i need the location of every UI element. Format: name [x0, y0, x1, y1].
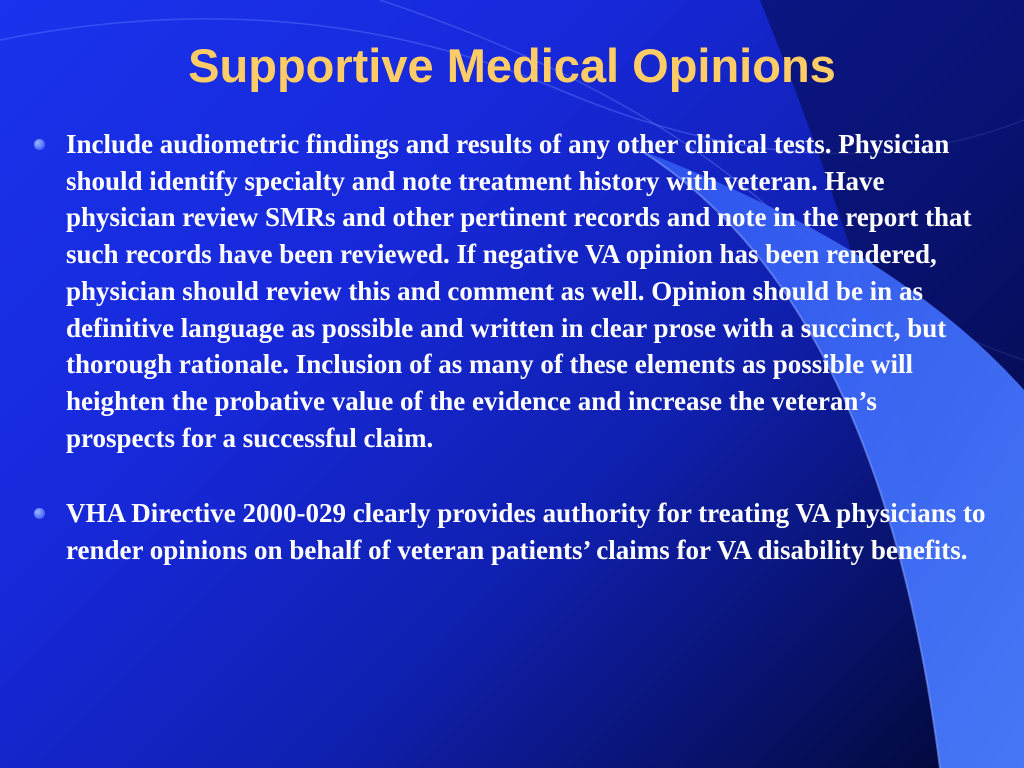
bullet-dot-icon: [34, 139, 45, 150]
bullet-dot-icon: [34, 508, 45, 519]
bullet-text: VHA Directive 2000-029 clearly provides authority for treating VA physicians to render opinions on behalf of veteran patients’ claims for VA disability benefits.: [66, 498, 986, 566]
bullet-text: Include audiometric findings and results of any other clinical tests. Physician should identify specialty and note treatment history with veteran. Have physician review SMRs and other pertinent records and note in the report that such records have been reviewed. If negative VA opinion has been rendered, physician should review this and comment as well. Opinion should be in as definitive language as possible and written in clear prose with a succinct, but thorough rationale. Inclusion of as many of these elements as possible will heighten the probative value of the evidence and increase the veteran’s prospects for a successful claim.: [66, 129, 972, 453]
bullet-list: [30, 126, 992, 569]
bullet-item: [30, 126, 992, 456]
bullet-item: [30, 495, 992, 568]
slide-title: Supportive Medical Opinions: [188, 39, 836, 92]
